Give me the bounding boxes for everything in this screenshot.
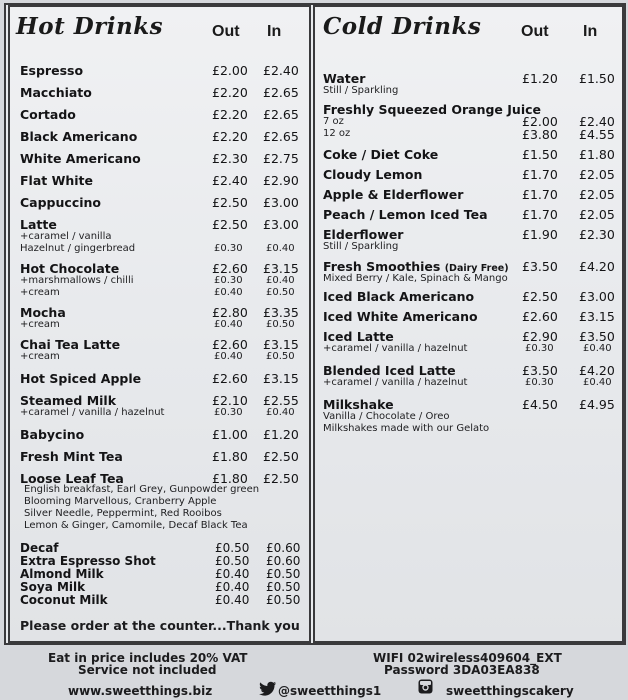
price-out: £1.70: [522, 207, 558, 222]
cold-in-header: In: [583, 23, 598, 40]
price-in: £3.15: [263, 261, 299, 276]
extra-item-name: Extra Espresso Shot: [20, 554, 156, 568]
price-out: £3.80: [522, 127, 558, 142]
price-out: £2.30: [212, 151, 248, 166]
menu-item-name: Cappuccino: [20, 195, 101, 210]
price-out: £2.20: [212, 85, 248, 100]
item-option-line: +caramel / vanilla / hazelnut: [20, 407, 165, 418]
menu-item-name: [323, 259, 509, 274]
price-in: £0.50: [266, 567, 301, 581]
option-price-in: £0.40: [266, 407, 295, 418]
price-in: £3.00: [579, 289, 615, 304]
price-in: £3.00: [263, 195, 299, 210]
price-out: £1.80: [212, 449, 248, 464]
option-price-in: £0.40: [266, 275, 295, 286]
menu-item-name: Chai Tea Latte: [20, 337, 121, 352]
menu-item-name: Babycino: [20, 427, 85, 442]
menu-item-name: Latte: [20, 217, 57, 232]
vat-note: Eat in price includes 20% VAT: [48, 651, 248, 665]
hot-drinks-panel: [8, 5, 311, 643]
tea-varieties-line: Lemon & Ginger, Camomile, Decaf Black Tea: [24, 520, 248, 531]
price-out: £3.50: [522, 259, 558, 274]
menu-item-name: Iced Black Americano: [323, 289, 475, 304]
price-in: £2.65: [263, 129, 299, 144]
menu-footer: [0, 646, 628, 700]
price-out: £2.50: [212, 217, 248, 232]
price-in: £2.65: [263, 107, 299, 122]
price-in: £0.50: [266, 593, 301, 607]
wifi-password: Password 3DA03EA838: [384, 663, 540, 677]
price-in: £2.55: [263, 393, 299, 408]
price-in: £3.35: [263, 305, 299, 320]
menu-item-name: Loose Leaf Tea: [20, 471, 124, 486]
order-at-counter-note: Please order at the counter...Thank you: [20, 618, 300, 633]
option-price-out: £0.30: [214, 407, 243, 418]
menu-item-name: Hot Spiced Apple: [20, 371, 142, 386]
price-out: £2.40: [212, 173, 248, 188]
price-in: £3.00: [263, 217, 299, 232]
price-in: £1.50: [579, 71, 615, 86]
wifi-network: WIFI 02wireless409604_EXT: [373, 651, 562, 665]
instagram-handle[interactable]: sweetthingscakery: [446, 684, 574, 698]
menu-item-name: Iced Latte: [323, 329, 394, 344]
price-in: £3.15: [579, 309, 615, 324]
option-price-in: £0.50: [266, 287, 295, 298]
menu-item-name: Milkshake: [323, 397, 394, 412]
price-out: £0.50: [215, 554, 250, 568]
price-in: £4.55: [579, 127, 615, 142]
option-price-out: £0.30: [525, 343, 554, 354]
price-out: £2.00: [212, 63, 248, 78]
price-in: £3.50: [579, 329, 615, 344]
price-out: £2.50: [212, 195, 248, 210]
menu-item-name: Peach / Lemon Iced Tea: [323, 207, 488, 222]
menu-item-name: White Americano: [20, 151, 141, 166]
smoothie-name: Fresh Smoothies: [323, 259, 441, 274]
item-option-line: +marshmallows / chilli: [20, 275, 134, 286]
item-option-line: Milkshakes made with our Gelato: [323, 423, 490, 434]
website-link[interactable]: www.sweetthings.biz: [68, 684, 213, 698]
menu-item-name: Coke / Diet Coke: [323, 147, 439, 162]
price-in: £4.20: [579, 259, 615, 274]
price-in: £0.60: [266, 541, 301, 555]
extra-item-name: Almond Milk: [20, 567, 104, 581]
menu-item-name: Cortado: [20, 107, 76, 122]
price-out: £0.40: [215, 593, 250, 607]
cold-drinks-panel: [313, 5, 624, 643]
service-note: Service not included: [78, 663, 217, 677]
cold-drinks-title: Cold Drinks: [323, 13, 482, 40]
item-option-line: Mixed Berry / Kale, Spinach & Mango: [323, 273, 508, 284]
option-price-in: £0.40: [583, 343, 612, 354]
price-out: £2.60: [212, 371, 248, 386]
price-in: £2.05: [579, 207, 615, 222]
price-out: £1.90: [522, 227, 558, 242]
price-in: £2.05: [579, 167, 615, 182]
price-in: £3.15: [263, 337, 299, 352]
price-in: £4.95: [579, 397, 615, 412]
price-in: £2.75: [263, 151, 299, 166]
price-out: £0.40: [215, 580, 250, 594]
menu-item-name: Mocha: [20, 305, 66, 320]
price-out: £3.50: [522, 363, 558, 378]
tea-varieties-line: Blooming Marvellous, Cranberry Apple: [24, 496, 217, 507]
item-option-line: Hazelnut / gingerbread: [20, 243, 136, 254]
hot-out-header: Out: [212, 23, 240, 40]
item-option-line: +caramel / vanilla: [20, 231, 112, 242]
price-out: £2.80: [212, 305, 248, 320]
item-option-line: +cream: [20, 351, 60, 362]
menu-item-name: Elderflower: [323, 227, 404, 242]
price-in: £1.80: [579, 147, 615, 162]
price-out: £2.60: [212, 261, 248, 276]
twitter-bird-icon: [259, 681, 277, 696]
menu-item-name: Macchiato: [20, 85, 92, 100]
option-price-out: £0.30: [214, 275, 243, 286]
price-out: £2.00: [522, 114, 558, 129]
menu-item-name: Cloudy Lemon: [323, 167, 423, 182]
price-out: £0.40: [215, 567, 250, 581]
option-price-out: £0.40: [214, 351, 243, 362]
item-option-line: Still / Sparkling: [323, 85, 399, 96]
cold-out-header: Out: [521, 23, 549, 40]
menu-item-name: Water: [323, 71, 366, 86]
price-out: £1.80: [212, 471, 248, 486]
price-in: £0.50: [266, 580, 301, 594]
price-in: £2.40: [263, 63, 299, 78]
price-out: £1.00: [212, 427, 248, 442]
extra-item-name: Decaf: [20, 541, 59, 555]
extra-item-name: Soya Milk: [20, 580, 86, 594]
tea-varieties-line: English breakfast, Earl Grey, Gunpowder green: [24, 484, 260, 495]
menu-item-name: Hot Chocolate: [20, 261, 120, 276]
option-price-out: £0.30: [214, 243, 243, 254]
menu-item-name: Apple & Elderflower: [323, 187, 464, 202]
price-in: £2.40: [579, 114, 615, 129]
size-label: 12 oz: [323, 128, 351, 139]
option-price-in: £0.40: [583, 377, 612, 388]
extra-item-name: Coconut Milk: [20, 593, 108, 607]
tea-varieties-line: Silver Needle, Peppermint, Red Rooibos: [24, 508, 222, 519]
price-in: £4.20: [579, 363, 615, 378]
menu-item-name: Black Americano: [20, 129, 138, 144]
price-in: £2.30: [579, 227, 615, 242]
option-price-out: £0.30: [525, 377, 554, 388]
item-option-line: +caramel / vanilla / hazelnut: [323, 343, 468, 354]
option-price-in: £0.50: [266, 319, 295, 330]
menu-board: [4, 3, 626, 645]
instagram-camera-icon: [418, 679, 433, 694]
hot-in-header: In: [267, 23, 282, 40]
menu-item-name: Flat White: [20, 173, 94, 188]
item-option-line: +caramel / vanilla / hazelnut: [323, 377, 468, 388]
price-in: £2.65: [263, 85, 299, 100]
price-out: £1.70: [522, 187, 558, 202]
price-in: £3.15: [263, 371, 299, 386]
price-out: £1.20: [522, 71, 558, 86]
price-out: £2.10: [212, 393, 248, 408]
option-price-out: £0.40: [214, 287, 243, 298]
price-out: £0.50: [215, 541, 250, 555]
dairy-free-tag: (Dairy Free): [444, 263, 509, 274]
price-out: £1.50: [522, 147, 558, 162]
twitter-handle[interactable]: @sweetthings1: [278, 684, 382, 698]
price-in: £2.50: [263, 471, 299, 486]
menu-item-name: Blended Iced Latte: [323, 363, 456, 378]
hot-drinks-title: Hot Drinks: [16, 13, 164, 40]
menu-item-name: Steamed Milk: [20, 393, 117, 408]
menu-item-name: Freshly Squeezed Orange Juice: [323, 102, 541, 117]
menu-item-name: Iced White Americano: [323, 309, 478, 324]
price-in: £1.20: [263, 427, 299, 442]
item-option-line: Vanilla / Chocolate / Oreo: [323, 411, 450, 422]
price-out: £1.70: [522, 167, 558, 182]
price-in: £2.05: [579, 187, 615, 202]
option-price-in: £0.40: [266, 243, 295, 254]
price-in: £2.90: [263, 173, 299, 188]
price-out: £4.50: [522, 397, 558, 412]
option-price-in: £0.50: [266, 351, 295, 362]
option-price-out: £0.40: [214, 319, 243, 330]
price-in: £0.60: [266, 554, 301, 568]
price-out: £2.90: [522, 329, 558, 344]
item-option-line: Still / Sparkling: [323, 241, 399, 252]
menu-item-name: Fresh Mint Tea: [20, 449, 123, 464]
price-out: £2.60: [212, 337, 248, 352]
size-label: 7 oz: [323, 116, 344, 127]
menu-item-name: Espresso: [20, 63, 84, 78]
price-out: £2.50: [522, 289, 558, 304]
price-out: £2.20: [212, 107, 248, 122]
price-out: £2.20: [212, 129, 248, 144]
price-out: £2.60: [522, 309, 558, 324]
item-option-line: +cream: [20, 319, 60, 330]
price-in: £2.50: [263, 449, 299, 464]
item-option-line: +cream: [20, 287, 60, 298]
